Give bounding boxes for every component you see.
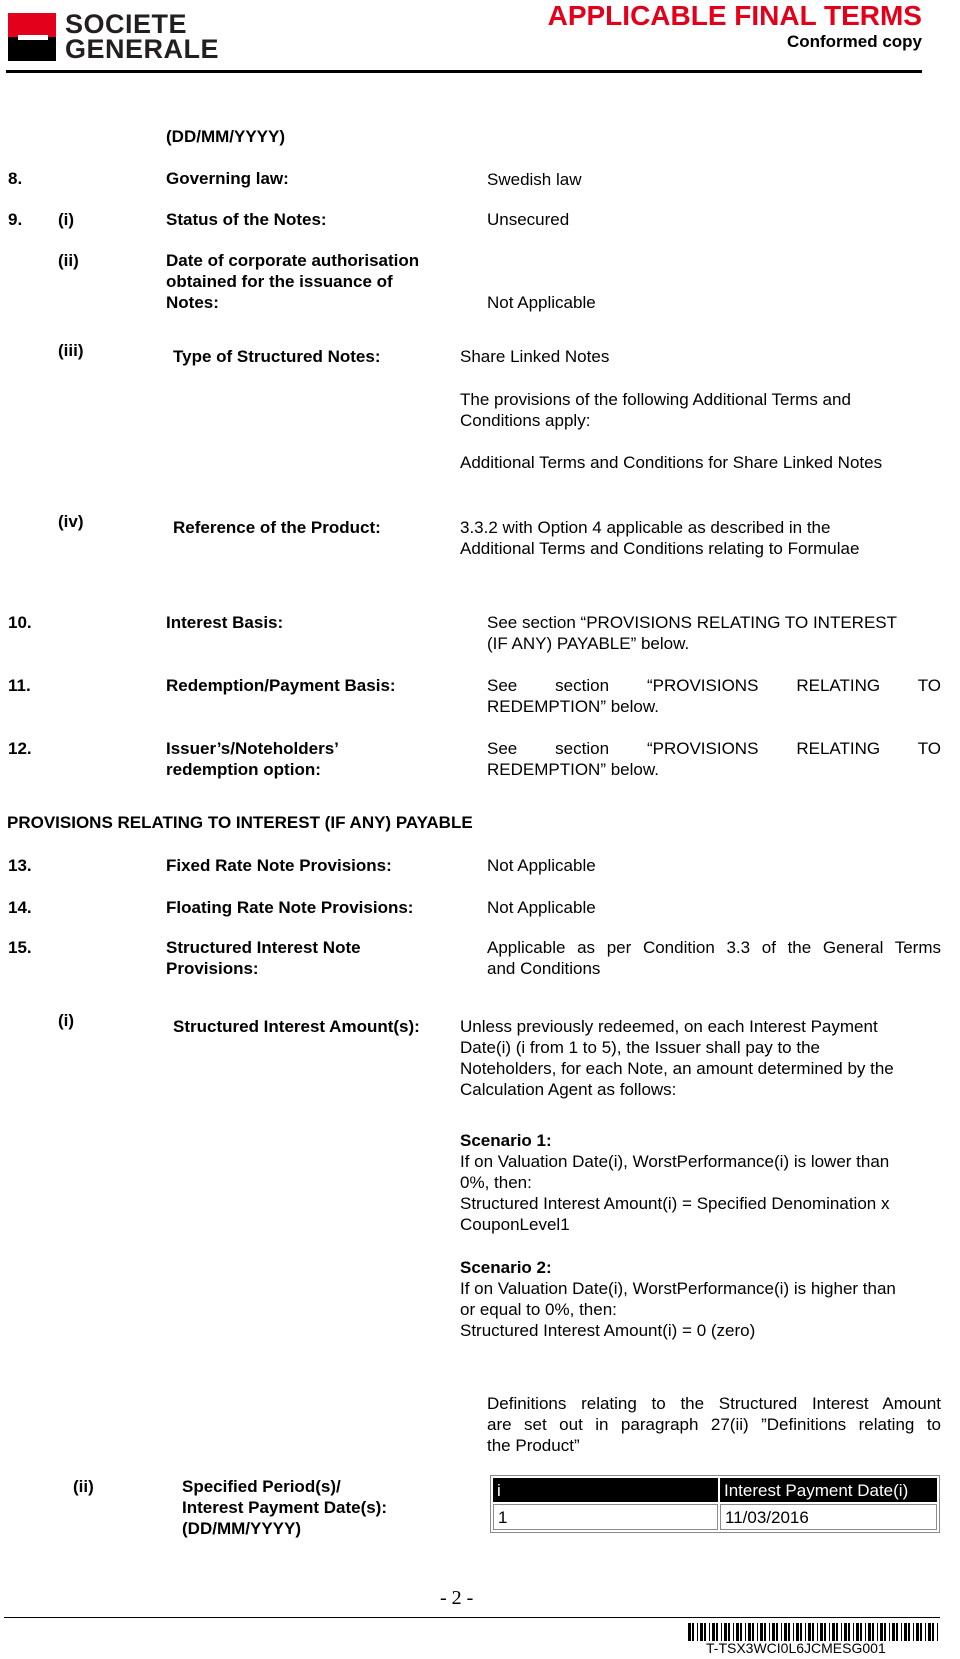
scenario-1-line: CouponLevel1 (460, 1215, 570, 1234)
item-10-value (487, 612, 941, 654)
item-15-ii-label (182, 1476, 387, 1539)
table-header-cell: Interest Payment Date(i) (720, 1478, 937, 1502)
item-15-value (487, 937, 941, 979)
page-number: - 2 - (440, 1587, 474, 1609)
item-9-iii-sub: (iii) (58, 341, 84, 360)
item-12-label-line: redemption option: (166, 760, 321, 779)
item-9-iv-value (460, 517, 859, 559)
item-9-ii-value: Not Applicable (487, 293, 596, 312)
item-9-ii-label-line: obtained for the issuance of (166, 272, 393, 291)
definitions-line: Definitions relating to the Structured Interest Amount (487, 1394, 941, 1413)
item-9-ii-sub: (ii) (58, 251, 79, 270)
item-11-number: 11. (8, 676, 31, 695)
item-9-iii-provisions (460, 389, 851, 431)
item-14-value: Not Applicable (487, 898, 596, 917)
scenario-2-line: Structured Interest Amount(i) = 0 (zero) (460, 1321, 756, 1340)
item-9-iii-label: Type of Structured Notes: (173, 347, 381, 366)
date-format-note: (DD/MM/YYYY) (166, 127, 285, 146)
item-8-value: Swedish law (487, 170, 582, 189)
scenario-2-line: or equal to 0%, then: (460, 1300, 617, 1319)
item-15-label-line: Provisions: (166, 959, 259, 978)
barcode-icon (688, 1623, 940, 1641)
item-10-label: Interest Basis: (166, 613, 284, 632)
table-cell: 11/03/2016 (720, 1504, 937, 1530)
item-15-i-description-line: Date(i) (i from 1 to 5), the Issuer shall pay to the (460, 1038, 820, 1057)
table-cell: 1 (493, 1504, 718, 1530)
document-subtitle: Conformed copy (786, 32, 922, 51)
item-9-ii-label-line: Notes: (166, 293, 219, 312)
item-8-label: Governing law: (166, 169, 289, 188)
logo-mark-icon (8, 13, 56, 61)
item-9-iii-provisions-line: The provisions of the following Additional Terms and (460, 390, 851, 409)
item-15-label-line: Structured Interest Note (166, 938, 361, 957)
item-9-iv-value-line: 3.3.2 with Option 4 applicable as described in the (460, 518, 831, 537)
item-15-i-description-line: Noteholders, for each Note, an amount determined by the (460, 1059, 894, 1078)
section-heading-interest: PROVISIONS RELATING TO INTEREST (IF ANY) PAYABLE (7, 813, 473, 832)
item-12-label (166, 738, 339, 780)
item-14-number: 14. (8, 898, 32, 917)
item-11-value-line: REDEMPTION” below. (487, 697, 659, 716)
item-10-number: 10. (8, 613, 32, 632)
item-15-label (166, 937, 361, 979)
scenario-1 (460, 1130, 934, 1235)
item-15-ii-label-line: Interest Payment Date(s): (182, 1498, 388, 1517)
scenario-1-line: Structured Interest Amount(i) = Specified Denomination x (460, 1194, 890, 1213)
logo-line-1: SOCIETE (65, 9, 188, 39)
item-15-i-sub: (i) (58, 1011, 75, 1030)
item-9-iv-value-line: Additional Terms and Conditions relating to Formulae (460, 539, 860, 558)
item-11-value-line: See section “PROVISIONS RELATING TO (487, 676, 941, 695)
scenario-1-title: Scenario 1: (460, 1131, 552, 1150)
document-reference-code: T-TSX3WCI0L6JCMESG001 (706, 1640, 886, 1656)
table-row (493, 1504, 937, 1530)
item-9-i-sub: (i) (58, 210, 75, 229)
logo-line-2: GENERALE (65, 34, 220, 64)
scenario-2-title: Scenario 2: (460, 1258, 552, 1277)
item-9-iv-sub: (iv) (58, 512, 84, 531)
item-15-ii-label-line: Specified Period(s)/ (182, 1477, 341, 1496)
item-10-value-line: (IF ANY) PAYABLE” below. (487, 634, 690, 653)
scenario-1-line: If on Valuation Date(i), WorstPerformance(i) is lower than (460, 1152, 890, 1171)
item-15-i-description-line: Unless previously redeemed, on each Interest Payment (460, 1017, 878, 1036)
item-9-i-label: Status of the Notes: (166, 210, 327, 229)
item-13-value: Not Applicable (487, 856, 596, 875)
scenario-1-line: 0%, then: (460, 1173, 532, 1192)
item-15-ii-label-line: (DD/MM/YYYY) (182, 1519, 301, 1538)
societe-generale-logo (8, 9, 233, 64)
item-12-number: 12. (8, 739, 32, 758)
interest-payment-dates-table (490, 1475, 940, 1533)
footer-divider (4, 1617, 940, 1618)
scenario-2-line: If on Valuation Date(i), WorstPerformance(i) is higher than (460, 1279, 896, 1298)
scenario-2 (460, 1257, 934, 1341)
item-15-value-line: and Conditions (487, 959, 601, 978)
table-header-row (493, 1478, 937, 1502)
item-12-value (487, 738, 941, 780)
item-12-value-line: See section “PROVISIONS RELATING TO (487, 739, 941, 758)
item-12-value-line: REDEMPTION” below. (487, 760, 659, 779)
item-9-ii-label-line: Date of corporate authorisation (166, 251, 420, 270)
item-15-i-description (460, 1016, 934, 1100)
item-9-number: 9. (8, 210, 23, 229)
item-15-ii-sub: (ii) (73, 1477, 94, 1496)
item-15-i-label: Structured Interest Amount(s): (173, 1017, 420, 1036)
item-11-label: Redemption/Payment Basis: (166, 676, 396, 695)
document-title: APPLICABLE FINAL TERMS (547, 0, 922, 31)
item-11-value (487, 675, 941, 717)
item-8-number: 8. (8, 169, 23, 188)
item-9-iii-provisions-line: Conditions apply: (460, 411, 591, 430)
logo-wordmark (65, 9, 220, 64)
item-9-iii-additional-terms: Additional Terms and Conditions for Share Linked Notes (460, 453, 883, 472)
item-10-value-line: See section “PROVISIONS RELATING TO INTEREST (487, 613, 898, 632)
item-14-label: Floating Rate Note Provisions: (166, 898, 414, 917)
header-divider (6, 70, 922, 73)
structured-interest-definitions (487, 1393, 941, 1456)
item-9-iv-label: Reference of the Product: (173, 518, 381, 537)
item-15-number: 15. (8, 938, 32, 957)
item-13-number: 13. (8, 856, 32, 875)
item-13-label: Fixed Rate Note Provisions: (166, 856, 392, 875)
definitions-line: the Product” (487, 1436, 580, 1455)
definitions-line: are set out in paragraph 27(ii) ”Definitions relating to (487, 1415, 941, 1434)
item-9-i-value: Unsecured (487, 210, 570, 229)
item-9-iii-value: Share Linked Notes (460, 347, 610, 366)
item-15-value-line: Applicable as per Condition 3.3 of the General Terms (487, 938, 941, 957)
table-header-cell: i (493, 1478, 718, 1502)
item-9-ii-label (166, 250, 419, 313)
item-12-label-line: Issuer’s/Noteholders’ (166, 739, 339, 758)
item-15-i-description-line: Calculation Agent as follows: (460, 1080, 677, 1099)
